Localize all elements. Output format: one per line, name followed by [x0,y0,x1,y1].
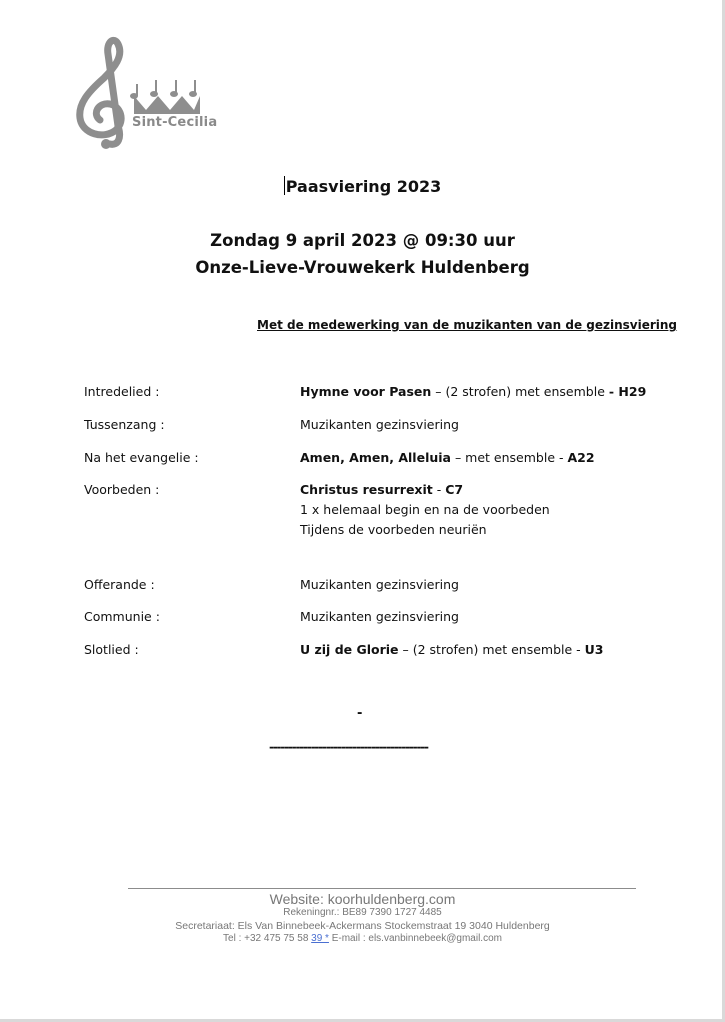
footer-tel: Tel : +32 475 75 58 [223,933,312,944]
song-detail: – (2 strofen) met ensemble [431,384,609,399]
sint-cecilia-logo [70,34,220,154]
song-detail: – met ensemble - [450,450,568,465]
program-value: Muzikanten gezinsviering [300,609,459,624]
program-value [300,640,603,660]
page-title [0,176,725,196]
subtitle: Met de medewerking van de muzikanten van de gezinsviering [257,318,678,332]
song-note: Tijdens de voorbeden neuriën [300,522,487,537]
song-detail: - [432,482,446,497]
song-code: A22 [567,450,595,465]
song-code: - H29 [608,384,647,399]
footer-contact [0,933,725,944]
program-value: Muzikanten gezinsviering [300,417,459,432]
page-title-text: Paasviering 2023 [285,177,442,196]
separator-dash: - [357,706,363,721]
program-label: Na het evangelie : [84,450,199,465]
song-title: Christus resurrexit [300,482,433,497]
song-code: U3 [584,642,604,657]
program-label: Intredelied : [84,384,160,399]
date-line: Zondag 9 april 2023 @ 09:30 uur [210,231,515,250]
program-value [300,382,646,402]
footer-divider [128,888,636,889]
song-detail: – (2 strofen) met ensemble - [398,642,585,657]
footer-email: E-mail : els.vanbinnebeek@gmail.com [328,933,502,944]
song-title: Hymne voor Pasen [300,384,432,399]
program-label: Slotlied : [84,642,139,657]
logo-text: Sint-Cecilia [132,115,218,130]
song-title: U zij de Glorie [300,642,399,657]
treble-clef-crown-icon [70,34,220,154]
program-label: Voorbeden : [84,482,160,497]
program-value: Muzikanten gezinsviering [300,577,459,592]
song-code: C7 [445,482,464,497]
text-cursor [284,176,285,195]
song-title: Amen, Amen, Alleluia [300,450,451,465]
separator-line: ------------------------------------------ [269,740,428,754]
program-label: Tussenzang : [84,417,165,432]
location-line: Onze-Lieve-Vrouwekerk Huldenberg [195,258,530,277]
footer-account: Rekeningnr.: BE89 7390 1727 4485 [283,907,442,918]
program-value [300,480,550,540]
footer-secretariat: Secretariaat: Els Van Binnebeek-Ackermans Stockemstraat 19 3040 Huldenberg [175,920,550,932]
program-label: Communie : [84,609,160,624]
footer-website: Website: koorhuldenberg.com [269,891,456,907]
footer-tel-link[interactable]: 39 * [311,933,329,944]
program-value [300,448,595,468]
program-label: Offerande : [84,577,155,592]
song-note: 1 x helemaal begin en na de voorbeden [300,502,550,517]
